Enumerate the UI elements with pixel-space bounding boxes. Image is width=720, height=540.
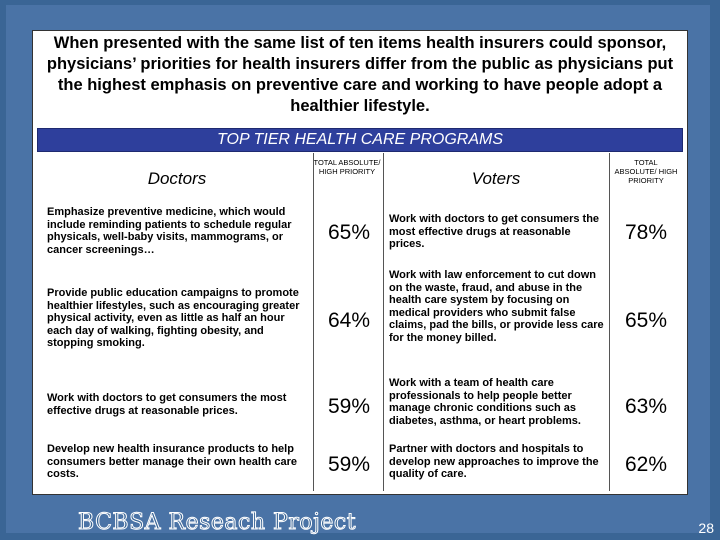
- voters-item-percent: 65%: [624, 309, 668, 332]
- doctors-item-text: Emphasize preventive medicine, which would include reminding patients to schedule regular physicals, well-baby visits, mammograms, or cancer screenings…: [47, 206, 292, 256]
- doctors-item-percent: 64%: [327, 309, 371, 332]
- voters-item-text: Partner with doctors and hospitals to develop new approaches to improve the quality of care.: [389, 443, 599, 480]
- doctors-item-percent: 59%: [327, 395, 371, 418]
- brand-logo-text: BCBSA Reseach Project: [78, 510, 357, 535]
- doctors-item-text: Work with doctors to get consumers the most effective drugs at reasonable prices.: [47, 392, 287, 417]
- doctors-column-header: Doctors: [147, 169, 207, 188]
- doctors-item-text: Provide public education campaigns to promote healthier lifestyles, such as encouraging greater physical activity, even as little as half an hour each day of walking, fighting obesity, and stopping smoking.: [47, 287, 300, 349]
- content-panel: [32, 30, 688, 495]
- doctors-priority-header: TOTAL ABSOLUTE/ HIGH PRIORITY: [313, 158, 381, 176]
- voters-item-text: Work with a team of health care professionals to help people better manage chronic conditions such as diabetes, asthma, or heart problems.: [389, 377, 581, 427]
- voters-item-percent: 62%: [624, 453, 668, 476]
- section-banner: TOP TIER HEALTH CARE PROGRAMS: [37, 128, 683, 152]
- headline: When presented with the same list of ten items health insurers could sponsor, physicians’ priorities for health insurers differ from the public as physicians put the highest emphasis on preventive care and working to have people adopt a healthier lifestyle.: [46, 34, 674, 115]
- voters-item-text: Work with law enforcement to cut down on the waste, fraud, and abuse in the health care system by focusing on medical providers who submit false claims, pad the bills, or provide less care for the money billed.: [389, 269, 604, 344]
- voters-priority-header: TOTAL ABSOLUTE/ HIGH PRIORITY: [614, 158, 678, 185]
- page-number: 28: [698, 520, 714, 536]
- doctors-item-percent: 65%: [327, 221, 371, 244]
- voters-column-header: Voters: [471, 169, 521, 188]
- voters-item-text: Work with doctors to get consumers the most effective drugs at reasonable prices.: [389, 213, 600, 250]
- column-divider: [609, 153, 610, 491]
- doctors-item-text: Develop new health insurance products to help consumers better manage their own health care costs.: [47, 443, 298, 480]
- voters-item-percent: 78%: [624, 221, 668, 244]
- voters-item-percent: 63%: [624, 395, 668, 418]
- column-divider: [383, 153, 384, 491]
- doctors-item-percent: 59%: [327, 453, 371, 476]
- column-divider: [313, 153, 314, 491]
